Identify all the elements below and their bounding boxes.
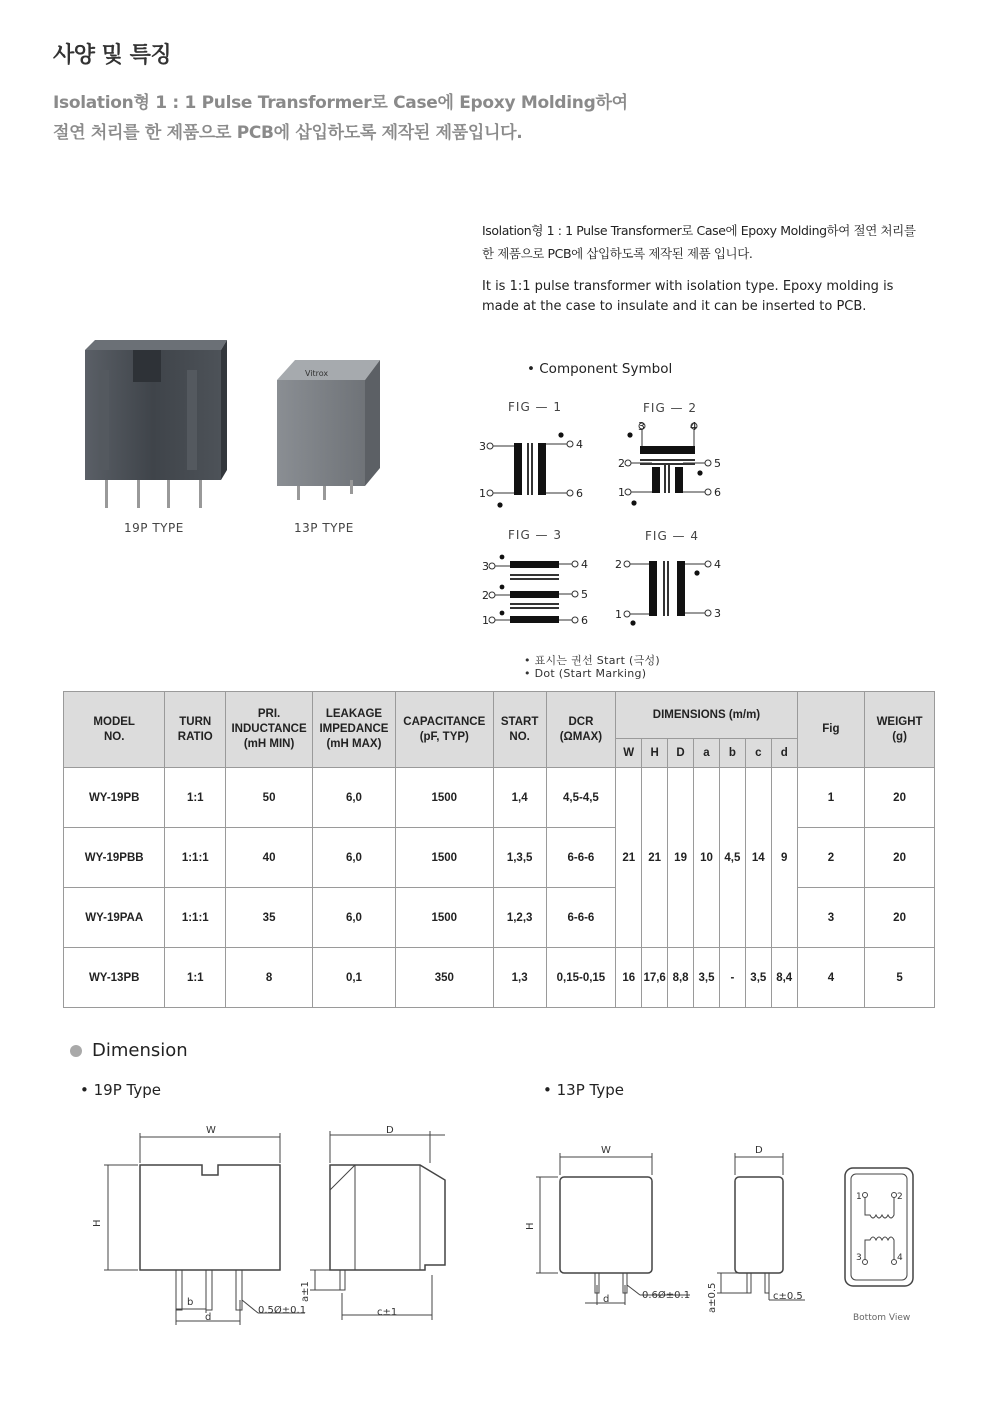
table-row [64,888,935,948]
svg-text:1: 1 [856,1192,862,1202]
svg-text:2: 2 [482,589,489,602]
header-dim-d-lower: d [771,739,797,768]
page-title: 사양 및 특징 [53,43,172,68]
fig-2-symbol [618,420,721,506]
cell-start: 1,2,3 [493,888,546,948]
svg-text:a±1: a±1 [300,1281,311,1302]
table-row [64,948,935,1008]
fig-4-symbol [615,558,721,626]
svg-text:c±1: c±1 [377,1307,398,1318]
cell-dim-h: 21 [642,768,668,948]
header-start-no: START NO. [493,692,546,768]
header-weight: WEIGHT (g) [865,692,935,768]
13p-dimension-drawing [525,1135,925,1330]
description-kr-line-2: 한 제품으로 PCB에 삽입하도록 제작된 제품 입니다. [482,246,753,261]
svg-text:2: 2 [618,457,625,470]
cell-start: 1,3,5 [493,828,546,888]
header-fig: Fig [797,692,864,768]
svg-text:4: 4 [714,558,721,571]
description-kr-line-1: Isolation형 1 : 1 Pulse Transformer로 Case에 Epoxy Molding하여 절연 처리를 [482,223,916,238]
svg-text:d: d [603,1294,610,1305]
dimension-bullet-icon [70,1045,82,1057]
cell-dcr: 6-6-6 [546,888,616,948]
cell-turn: 1:1 [165,948,226,1008]
cell-dim-h: 17,6 [642,948,668,1008]
svg-text:3: 3 [482,560,489,573]
svg-text:Bottom View: Bottom View [853,1313,911,1323]
19p-dimension-drawing [90,1115,450,1335]
cell-cap: 1500 [395,768,493,828]
cell-dim-d: 19 [668,768,694,948]
svg-text:5: 5 [581,588,588,601]
cell-dim-b: - [719,948,745,1008]
cell-dcr: 0,15-0,15 [546,948,616,1008]
cell-weight: 20 [865,888,935,948]
cell-turn: 1:1 [165,768,226,828]
cell-weight: 20 [865,828,935,888]
13p-type-label: • 13P Type [543,1081,624,1099]
svg-text:3: 3 [638,420,645,433]
svg-text:1: 1 [618,486,625,499]
header-leakage-impedance: LEAKAGE IMPEDANCE (mH MAX) [313,692,396,768]
header-pri-inductance: PRI. INDUCTANCE (mH MIN) [226,692,313,768]
svg-text:0.6Ø±0.1: 0.6Ø±0.1 [642,1290,691,1301]
header-dim-w: W [616,739,642,768]
svg-text:D: D [386,1125,394,1136]
cell-dcr: 6-6-6 [546,828,616,888]
cell-dim-a: 10 [694,768,720,948]
cell-model: WY-19PBB [64,828,165,888]
19p-component-image [85,340,227,508]
cell-dim-d: 8,8 [668,948,694,1008]
cell-leak: 6,0 [313,888,396,948]
cell-weight: 20 [865,768,935,828]
description-en-line-1: It is 1:1 pulse transformer with isolation type. Epoxy molding is [482,279,894,294]
cell-dim-a: 3,5 [694,948,720,1008]
13p-type-caption: 13P TYPE [294,521,354,535]
fig-3-label: FIG — 3 [508,528,563,542]
cell-model: WY-13PB [64,948,165,1008]
header-dcr: DCR (ΩMAX) [546,692,616,768]
cell-dcr: 4,5-4,5 [546,768,616,828]
19p-type-label: • 19P Type [80,1081,161,1099]
svg-text:c±0.5: c±0.5 [773,1291,803,1302]
svg-text:2: 2 [615,558,622,571]
svg-text:d: d [205,1312,212,1323]
svg-text:1: 1 [482,614,489,627]
svg-text:2: 2 [897,1192,903,1202]
cell-fig: 2 [797,828,864,888]
cell-cap: 1500 [395,828,493,888]
cell-dim-w: 16 [616,948,642,1008]
header-dim-a: a [694,739,720,768]
subtitle-line-1: Isolation형 1 : 1 Pulse Transformer로 Case에 Epoxy Molding하여 [53,93,628,113]
svg-text:4: 4 [576,438,583,451]
cell-leak: 6,0 [313,828,396,888]
symbol-note-1: • 표시는 권선 Start (극성) [524,654,661,667]
header-dim-h: H [642,739,668,768]
svg-text:0.5Ø±0.1: 0.5Ø±0.1 [258,1305,307,1316]
header-model: MODEL NO. [64,692,165,768]
cell-pri: 50 [226,768,313,828]
cell-turn: 1:1:1 [165,888,226,948]
svg-text:b: b [187,1297,194,1308]
table-row [64,768,935,828]
cell-fig: 4 [797,948,864,1008]
cell-dim-d-lower: 9 [771,768,797,948]
header-dim-c: c [745,739,771,768]
logo-text: Vitrox [305,369,329,378]
header-capacitance: CAPACITANCE (pF, TYP) [395,692,493,768]
cell-pri: 35 [226,888,313,948]
svg-text:a±0.5: a±0.5 [707,1282,718,1313]
header-turn-ratio: TURN RATIO [165,692,226,768]
fig-4-label: FIG — 4 [645,529,700,543]
cell-cap: 350 [395,948,493,1008]
cell-cap: 1500 [395,888,493,948]
cell-dim-d-lower: 8,4 [771,948,797,1008]
component-symbol-heading: • Component Symbol [527,361,673,377]
svg-text:4: 4 [690,420,697,433]
cell-fig: 3 [797,888,864,948]
fig-1-symbol [479,432,583,507]
fig-2-label: FIG — 2 [643,401,698,415]
svg-text:6: 6 [576,487,583,500]
cell-pri: 8 [226,948,313,1008]
cell-pri: 40 [226,828,313,888]
svg-text:1: 1 [479,487,486,500]
cell-dim-c: 14 [745,768,771,948]
svg-text:D: D [755,1145,763,1156]
svg-text:6: 6 [581,614,588,627]
svg-text:1: 1 [615,608,622,621]
symbol-note-2: • Dot (Start Marking) [524,667,647,680]
table-row [64,828,935,888]
product-photos [75,330,395,530]
fig-3-symbol [482,555,588,627]
header-dimensions: DIMENSIONS (m/m) [616,692,797,739]
13p-component-image [277,360,380,500]
spec-table [63,691,935,1008]
cell-start: 1,3 [493,948,546,1008]
dimension-title: Dimension [92,1040,188,1061]
description-en-line-2: made at the case to insulate and it can be inserted to PCB. [482,299,867,314]
svg-text:W: W [601,1145,611,1156]
component-symbol-diagrams [470,415,740,630]
cell-start: 1,4 [493,768,546,828]
cell-leak: 6,0 [313,768,396,828]
svg-text:3: 3 [856,1253,862,1263]
header-dim-d: D [668,739,694,768]
svg-text:6: 6 [714,486,721,499]
svg-text:H: H [92,1219,103,1227]
cell-dim-b: 4,5 [719,768,745,948]
svg-text:4: 4 [897,1253,903,1263]
cell-dim-w: 21 [616,768,642,948]
svg-text:4: 4 [581,558,588,571]
svg-text:3: 3 [714,607,721,620]
cell-model: WY-19PB [64,768,165,828]
svg-text:5: 5 [714,457,721,470]
cell-model: WY-19PAA [64,888,165,948]
cell-turn: 1:1:1 [165,828,226,888]
svg-text:W: W [206,1125,216,1136]
cell-leak: 0,1 [313,948,396,1008]
subtitle-line-2: 절연 처리를 한 제품으로 PCB에 삽입하도록 제작된 제품입니다. [53,123,523,143]
19p-type-caption: 19P TYPE [124,521,184,535]
cell-weight: 5 [865,948,935,1008]
cell-fig: 1 [797,768,864,828]
svg-text:3: 3 [479,440,486,453]
header-dim-b: b [719,739,745,768]
svg-text:H: H [525,1222,536,1230]
fig-1-label: FIG — 1 [508,400,563,414]
cell-dim-c: 3,5 [745,948,771,1008]
